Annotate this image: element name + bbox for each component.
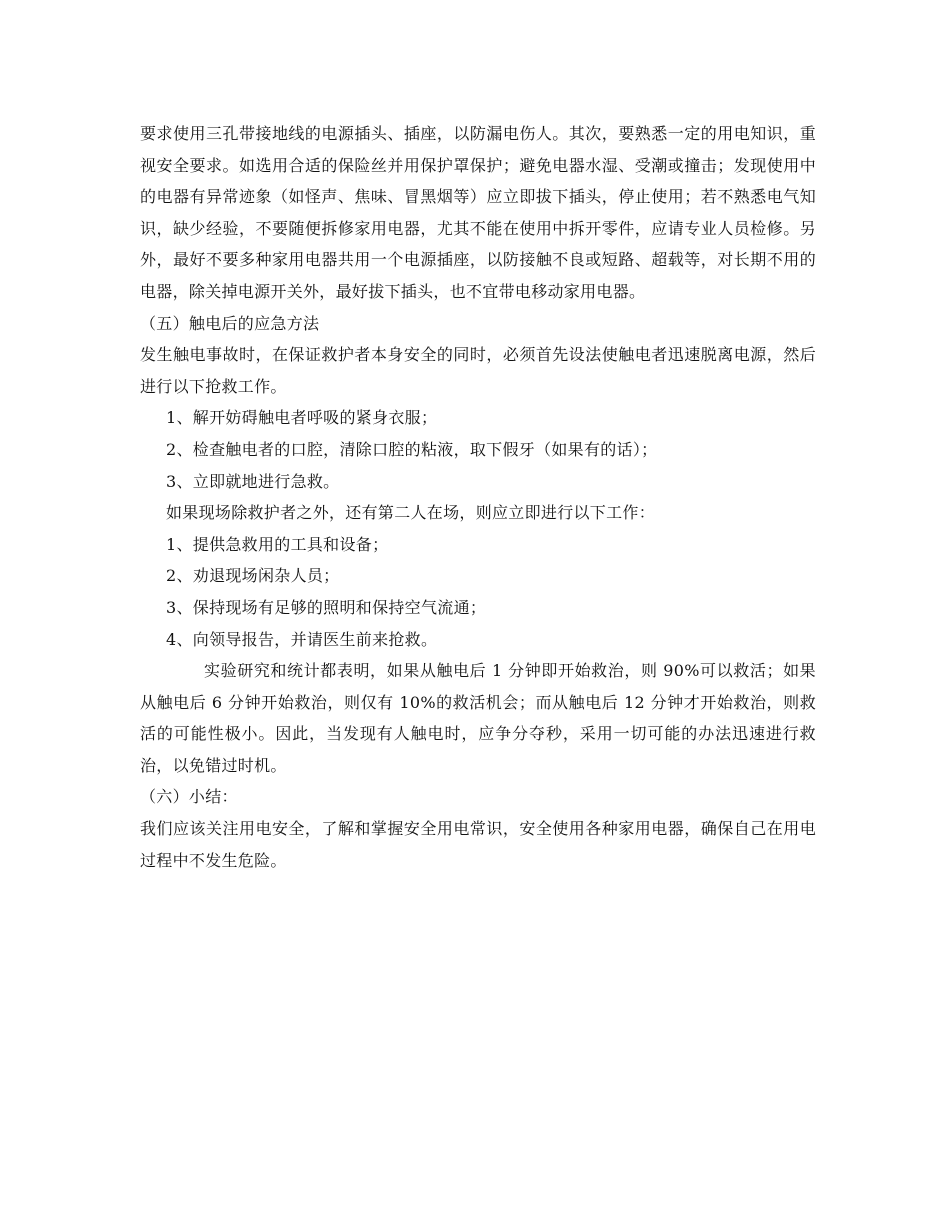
second-person-intro: 如果现场除救护者之外，还有第二人在场，则应立即进行以下工作：: [166, 503, 656, 523]
summary-paragraph: 我们应该关注用电安全，了解和掌握安全用电常识，安全使用各种家用电器，确保自己在用电过程中不发生危险。: [140, 819, 816, 870]
rescue-step: 3、立即就地进行急救。: [166, 471, 340, 491]
second-person-step: 4、向领导报告，并请医生前来抢救。: [166, 629, 438, 649]
section-heading-emergency: （五）触电后的应急方法: [140, 313, 320, 333]
rescue-step: 2、检查触电者的口腔，清除口腔的粘液，取下假牙（如果有的话）；: [166, 439, 658, 459]
second-person-step: 1、提供急救用的工具和设备；: [166, 534, 389, 554]
rescue-step: 1、解开妨碍触电者呼吸的紧身衣服；: [166, 408, 438, 428]
section-heading-summary: （六）小结：: [140, 787, 238, 807]
second-person-step: 3、保持现场有足够的照明和保持空气流通；: [166, 597, 487, 617]
second-person-step: 2、劝退现场闲杂人员；: [166, 566, 340, 586]
emergency-intro-paragraph: 发生触电事故时，在保证救护者本身安全的同时，必须首先设法使触电者迅速脱离电源，然后进行以下抢救工作。: [140, 345, 816, 396]
document-body: [140, 118, 816, 876]
intro-paragraph: 要求使用三孔带接地线的电源插头、插座，以防漏电伤人。其次，要熟悉一定的用电知识，重视安全要求。如选用合适的保险丝并用保护罩保护；避免电器水湿、受潮或撞击；发现使用中的电器有异常迹象（如怪声、焦味、冒黑烟等）应立即拔下插头，停止使用；若不熟悉电气知识，缺少经验，不要随便拆修家用电器，尤其不能在使用中拆开零件，应请专业人员检修。另外，最好不要多种家用电器共用一个电源插座，以防接触不良或短路、超载等，对长期不用的电器，除关掉电源开关外，最好拔下插头，也不宜带电移动家用电器。: [140, 124, 816, 301]
statistics-paragraph: 实验研究和统计都表明，如果从触电后 1 分钟即开始救治，则 90%可以救活；如果从触电后 6 分钟开始救治，则仅有 10%的救活机会；而从触电后 12 分钟才开始救治，则救活的可能性极小。因此，当发现有人触电时，应争分夺秒，采用一切可能的办法迅速进行救治，以免错过时机。: [140, 661, 816, 775]
